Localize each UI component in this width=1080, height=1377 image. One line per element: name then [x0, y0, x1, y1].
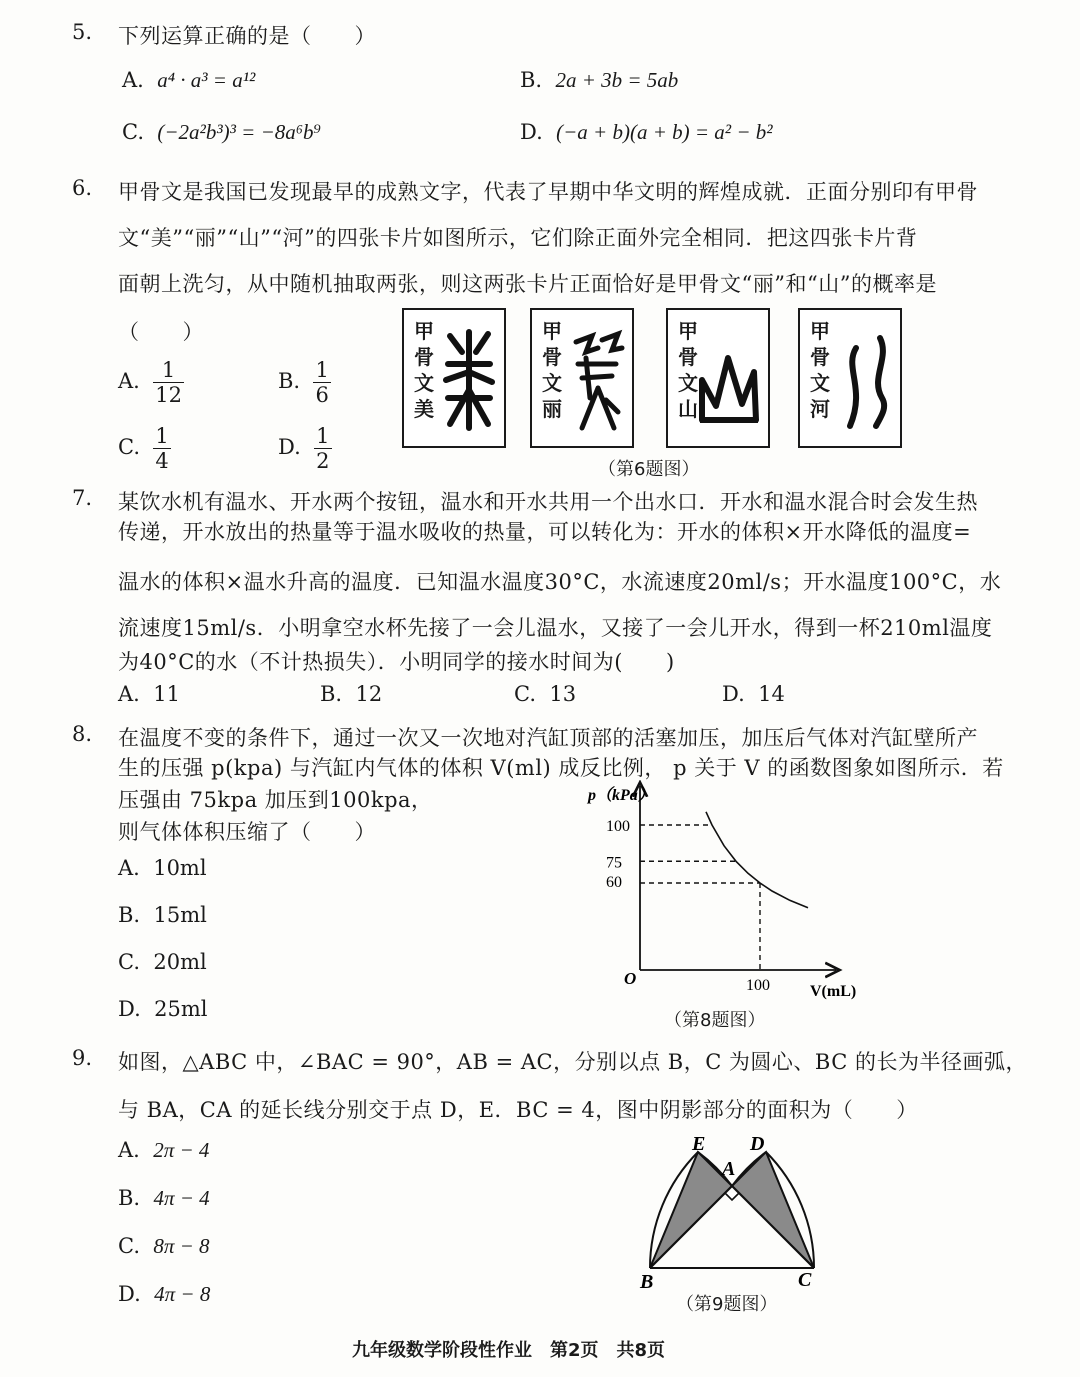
q9-option-b: B. 4π − 4	[118, 1186, 210, 1210]
q5-option-c: C. (−2a²b³)³ = −8a⁶b⁹	[122, 120, 321, 144]
q7-line-3: 温水的体积×温水升高的温度．已知温水温度30°C，水流速度20ml/s；开水温度100°C，水	[118, 570, 1002, 594]
origin-label: O	[624, 969, 637, 988]
q7-line-2: 传递，开水放出的热量等于温水吸收的热量，可以转化为：开水的体积×开水降低的温度=	[118, 520, 972, 544]
q9-number: 9.	[72, 1046, 93, 1070]
q8-option-b: B. 15ml	[118, 903, 207, 927]
x-tick-label: 100	[746, 977, 770, 994]
q5-stem: 下列运算正确的是（ ）	[118, 24, 376, 48]
point-b-label: B	[640, 1271, 654, 1293]
oracle-card-he	[798, 308, 902, 448]
oracle-card-shan	[666, 308, 770, 448]
point-e-label: E	[692, 1133, 706, 1155]
card-label: 甲骨文美	[414, 319, 434, 421]
q6-line-3: 面朝上洗匀，从中随机抽取两张，则这两张卡片正面恰好是甲骨文“丽”和“山”的概率是	[118, 272, 937, 296]
card-label: 甲骨文山	[678, 319, 698, 421]
oracle-glyph-mei-icon	[440, 328, 498, 436]
q7-option-d: D. 14	[722, 682, 785, 706]
q6-option-a: A. $\frac{1}{12}$	[118, 358, 182, 407]
page-footer: 九年级数学阶段性作业 第2页 共8页	[352, 1340, 666, 1361]
y-axis-label: p（kPa）	[588, 787, 654, 804]
q6-figure-caption: （第6题图）	[598, 459, 700, 480]
q8-number: 8.	[72, 722, 93, 746]
q6-number: 6.	[72, 176, 93, 200]
shaded-sector-right	[732, 1152, 814, 1268]
inverse-proportion-curve	[706, 812, 808, 908]
q9-figure-caption: （第9题图）	[676, 1294, 778, 1315]
q5-option-b: B. 2a + 3b = 5ab	[520, 68, 679, 92]
q7-line-5: 为40°C的水（不计热损失）．小明同学的接水时间为( )	[118, 650, 675, 674]
q7-number: 7.	[72, 486, 93, 510]
q6-line-4: （ ）	[118, 320, 204, 344]
q8-option-c: C. 20ml	[118, 950, 207, 974]
q5-option-d: D. (−a + b)(a + b) = a² − b²	[520, 120, 773, 144]
q6-line-2: 文“美”“丽”“山”“河”的四张卡片如图所示，它们除正面外完全相同．把这四张卡片背	[118, 226, 918, 250]
q7-line-1: 某饮水机有温水、开水两个按钮，温水和开水共用一个出水口．开水和温水混合时会发生热	[118, 490, 978, 514]
q8-option-a: A. 10ml	[118, 856, 207, 880]
q7-line-4: 流速度15ml/s．小明拿空水杯先接了一会儿温水，又接了一会儿开水，得到一杯210ml温度	[118, 616, 993, 640]
x-axis-label: V(mL)	[810, 983, 857, 1000]
q5-option-a: A. a⁴ · a³ = a¹²	[122, 68, 256, 92]
y-tick-label: 60	[606, 874, 622, 891]
q8-line-2: 生的压强 p(kpa) 与汽缸内气体的体积 V(ml) 成反比例， p 关于 V 的函数图象如图所示．若	[118, 756, 1004, 780]
y-tick-label: 75	[606, 854, 622, 872]
q9-option-d: D. 4π − 8	[118, 1282, 211, 1306]
q8-line-1: 在温度不变的条件下，通过一次又一次地对汽缸顶部的活塞加压，加压后气体对汽缸壁所产	[118, 726, 978, 750]
q9-line-2: 与 BA，CA 的延长线分别交于点 D，E．BC = 4，图中阴影部分的面积为（ ）	[118, 1098, 918, 1122]
q7-option-c: C. 13	[514, 682, 577, 706]
q8-pv-chart	[560, 780, 880, 1010]
oracle-glyph-shan-icon	[696, 328, 762, 436]
q9-line-1: 如图，△ABC 中，∠BAC = 90°，AB = AC，分别以点 B，C 为圆心、BC 的长为半径画弧，	[118, 1050, 1028, 1074]
q7-option-a: A. 11	[118, 682, 180, 706]
right-angle-mark	[725, 1193, 739, 1200]
q7-option-b: B. 12	[320, 682, 383, 706]
q8-line-3: 压强由 75kpa 加压到100kpa，	[118, 788, 433, 812]
q8-figure-caption: （第8题图）	[664, 1010, 766, 1031]
point-c-label: C	[798, 1269, 812, 1291]
q8-line-4: 则气体体积压缩了（ ）	[118, 820, 376, 844]
oracle-glyph-li-icon	[568, 328, 626, 436]
point-a-label: A	[722, 1158, 736, 1180]
q9-geometry-figure	[630, 1130, 840, 1300]
q9-option-c: C. 8π − 8	[118, 1234, 210, 1258]
q6-option-c: C. $\frac{1}{4}$	[118, 424, 169, 473]
oracle-card-mei	[402, 308, 506, 448]
q9-option-a: A. 2π − 4	[118, 1138, 210, 1162]
point-d-label: D	[750, 1133, 765, 1155]
card-label: 甲骨文河	[810, 319, 830, 421]
oracle-glyph-he-icon	[836, 328, 894, 436]
q8-option-d: D. 25ml	[118, 997, 208, 1021]
y-tick-label: 100	[606, 818, 630, 835]
q6-line-1: 甲骨文是我国已发现最早的成熟文字，代表了早期中华文明的辉煌成就．正面分别印有甲骨	[118, 180, 978, 204]
q5-number: 5.	[72, 20, 93, 44]
oracle-card-li	[530, 308, 634, 448]
q6-option-b: B. $\frac{1}{6}$	[278, 358, 329, 407]
q6-option-d: D. $\frac{1}{2}$	[278, 424, 330, 473]
shaded-sector-left	[650, 1152, 732, 1268]
card-label: 甲骨文丽	[542, 319, 562, 421]
